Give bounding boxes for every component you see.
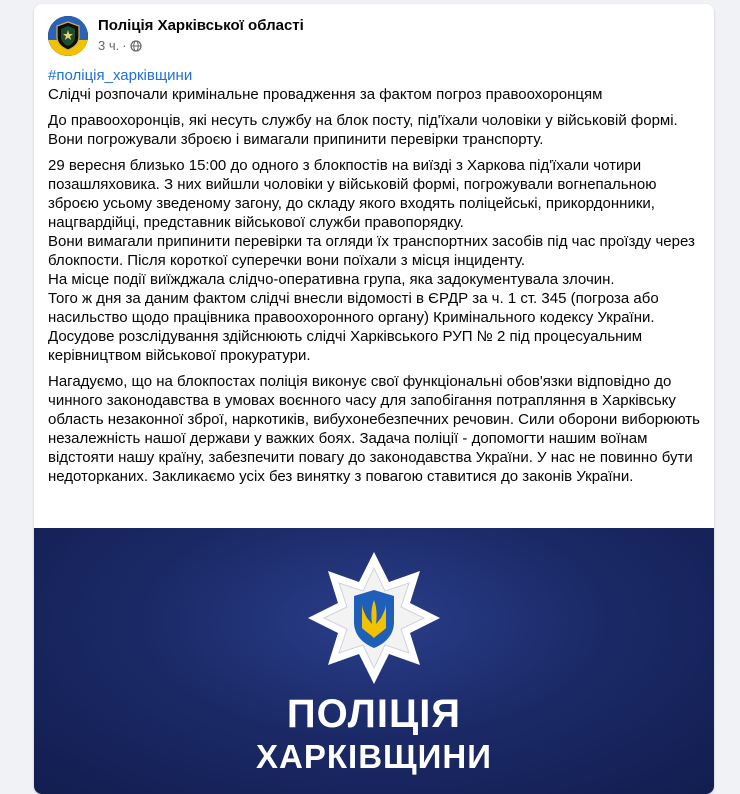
police-star-icon (304, 548, 444, 688)
page-name-link[interactable]: Поліція Харківської області (98, 17, 304, 34)
meta-separator: · (122, 38, 127, 53)
post-card (34, 4, 714, 794)
globe-icon[interactable] (130, 40, 142, 52)
post-paragraph-intro: До правоохоронців, які несуть службу на блок посту, під'їхали чоловіки у військовій формі. Вони погрожували зброєю і вимагали припинити перевірки транспорту. (48, 112, 678, 148)
page-avatar[interactable] (48, 16, 88, 56)
post-paragraph-details: 29 вересня близько 15:00 до одного з блокпостів на виїзді з Харкова під'їхали чотири позашляховика. З них вийшли чоловіки у військовій формі, погрожували вогнепальною зброєю усьому зведеному загону, до складу якого входять поліцейські, прикордонники, нацгвардійці, представник військової служби правопорядку. Вони вимагали припинити перевірки та огляди їх транспортних засобів під час проїзду через блокпости. Після короткої суперечки вони поїхали з місця інциденту. На місце події виїжджала слідчо-оперативна група, яка задокументувала злочин. Того ж дня за даним фактом слідчі внесли відомості в ЄРДР за ч. 1 ст. 345 (погроза або насильство щодо працівника правоохоронного органу) Кримінального кодексу України. Досудове розслідування здійснюють слідчі Харківського РУП № 2 під процесуальним керівництвом військової прокуратури. (48, 157, 695, 364)
banner-subtitle: ХАРКІВЩИНИ (256, 738, 492, 775)
post-meta (98, 38, 142, 53)
post-header (48, 16, 698, 60)
post-time[interactable]: 3 ч. (98, 38, 120, 53)
police-shield-icon (48, 16, 88, 56)
hashtag-link[interactable]: #поліція_харківщини (48, 67, 193, 84)
banner-title: ПОЛІЦІЯ (286, 692, 462, 736)
post-image[interactable] (34, 528, 714, 794)
post-text (48, 66, 702, 493)
post-paragraph-reminder: Нагадуємо, що на блокпостах поліція виконує свої функціональні обов'язки відповідно до чинного законодавства в умовах воєнного часу для запобігання потрапляння в Харківську область незаконної зброї, наркотиків, вибухонебезпечних речовин. Сили оборони виборюють незалежність нашої держави у важких боях. Задача поліції - допомогти нашим воїнам відстояти нашу країну, забезпечити повагу до законодавства України. У нас не повинно бути недоторканих. Закликаємо усіх без винятку з повагою ставитися до законів України. (48, 373, 700, 485)
post-paragraph-title: Слідчі розпочали кримінальне провадження за фактом погроз правоохоронцям (48, 86, 603, 103)
